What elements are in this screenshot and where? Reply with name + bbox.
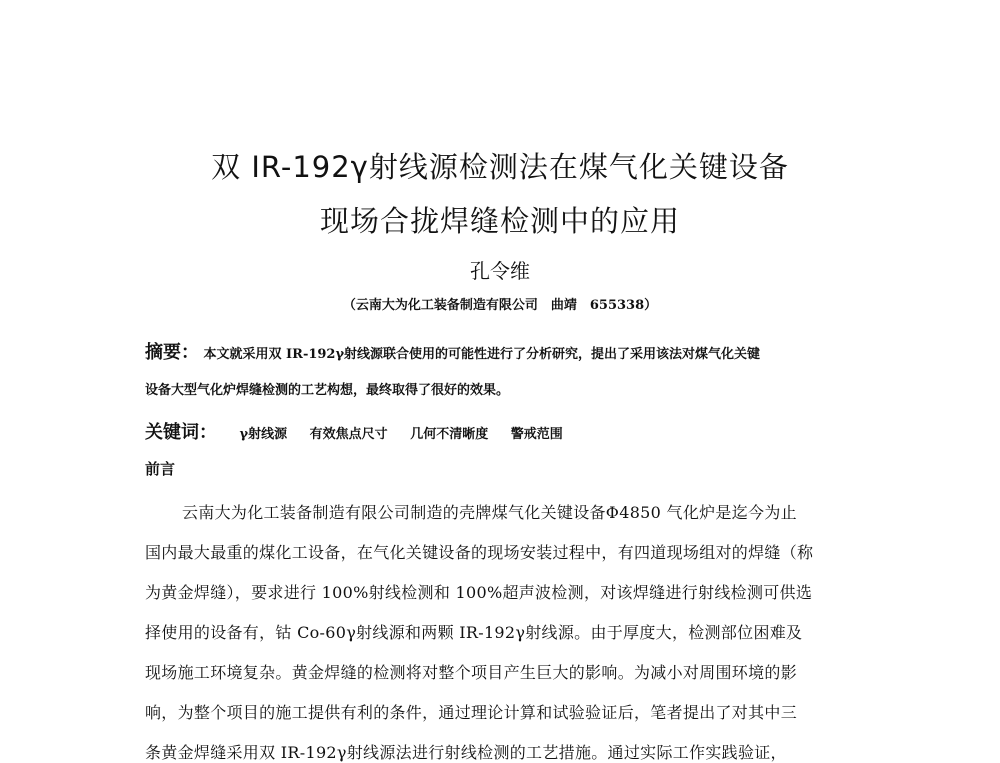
- abstract-line-1: [145, 338, 865, 364]
- body-line: 为黄金焊缝），要求进行 100%射线检测和 100%超声波检测，对该焊缝进行射线检测可供选: [145, 583, 813, 602]
- keyword: γ射线源: [239, 427, 288, 442]
- body-line: 响，为整个项目的施工提供有利的条件，通过理论计算和试验验证后，笔者提出了对其中三: [145, 703, 798, 722]
- keywords-label: 关键词：: [145, 422, 217, 443]
- affiliation: （云南大为化工装备制造有限公司 曲靖 655338）: [342, 298, 658, 313]
- abstract-text-1: 本文就采用双 IR-192γ射线源联合使用的可能性进行了分析研究，提出了采用该法对煤气化关键: [203, 347, 761, 362]
- body-line: 国内最大最重的煤化工设备，在气化关键设备的现场安装过程中，有四道现场组对的焊缝（称: [145, 543, 814, 562]
- abstract-line-2: 设备大型气化炉焊缝检测的工艺构想，最终取得了很好的效果。: [145, 383, 510, 398]
- keyword: 警戒范围: [510, 427, 563, 442]
- keywords-line: [145, 418, 865, 444]
- body-line: 云南大为化工装备制造有限公司制造的壳牌煤气化关键设备Φ4850 气化炉是迄今为止: [182, 503, 797, 522]
- title-line-2: 现场合拢焊缝检测中的应用: [319, 204, 680, 238]
- body-line: 条黄金焊缝采用双 IR-192γ射线源法进行射线检测的工艺措施。通过实际工作实践验证，: [145, 743, 787, 762]
- keyword: 有效焦点尺寸: [309, 427, 388, 442]
- title-line-1: 双 IR-192γ射线源检测法在煤气化关键设备: [211, 150, 789, 184]
- abstract-label: 摘要：: [145, 342, 199, 363]
- keyword: 几何不清晰度: [410, 427, 489, 442]
- body-line: 现场施工环境复杂。黄金焊缝的检测将对整个项目产生巨大的影响。为减小对周围环境的影: [145, 663, 798, 682]
- author-name: 孔令维: [470, 259, 530, 283]
- body-line: 择使用的设备有，钴 Co-60γ射线源和两颗 IR-192γ射线源。由于厚度大，检测部位困难及: [145, 623, 803, 642]
- section-heading: 前言: [145, 460, 176, 478]
